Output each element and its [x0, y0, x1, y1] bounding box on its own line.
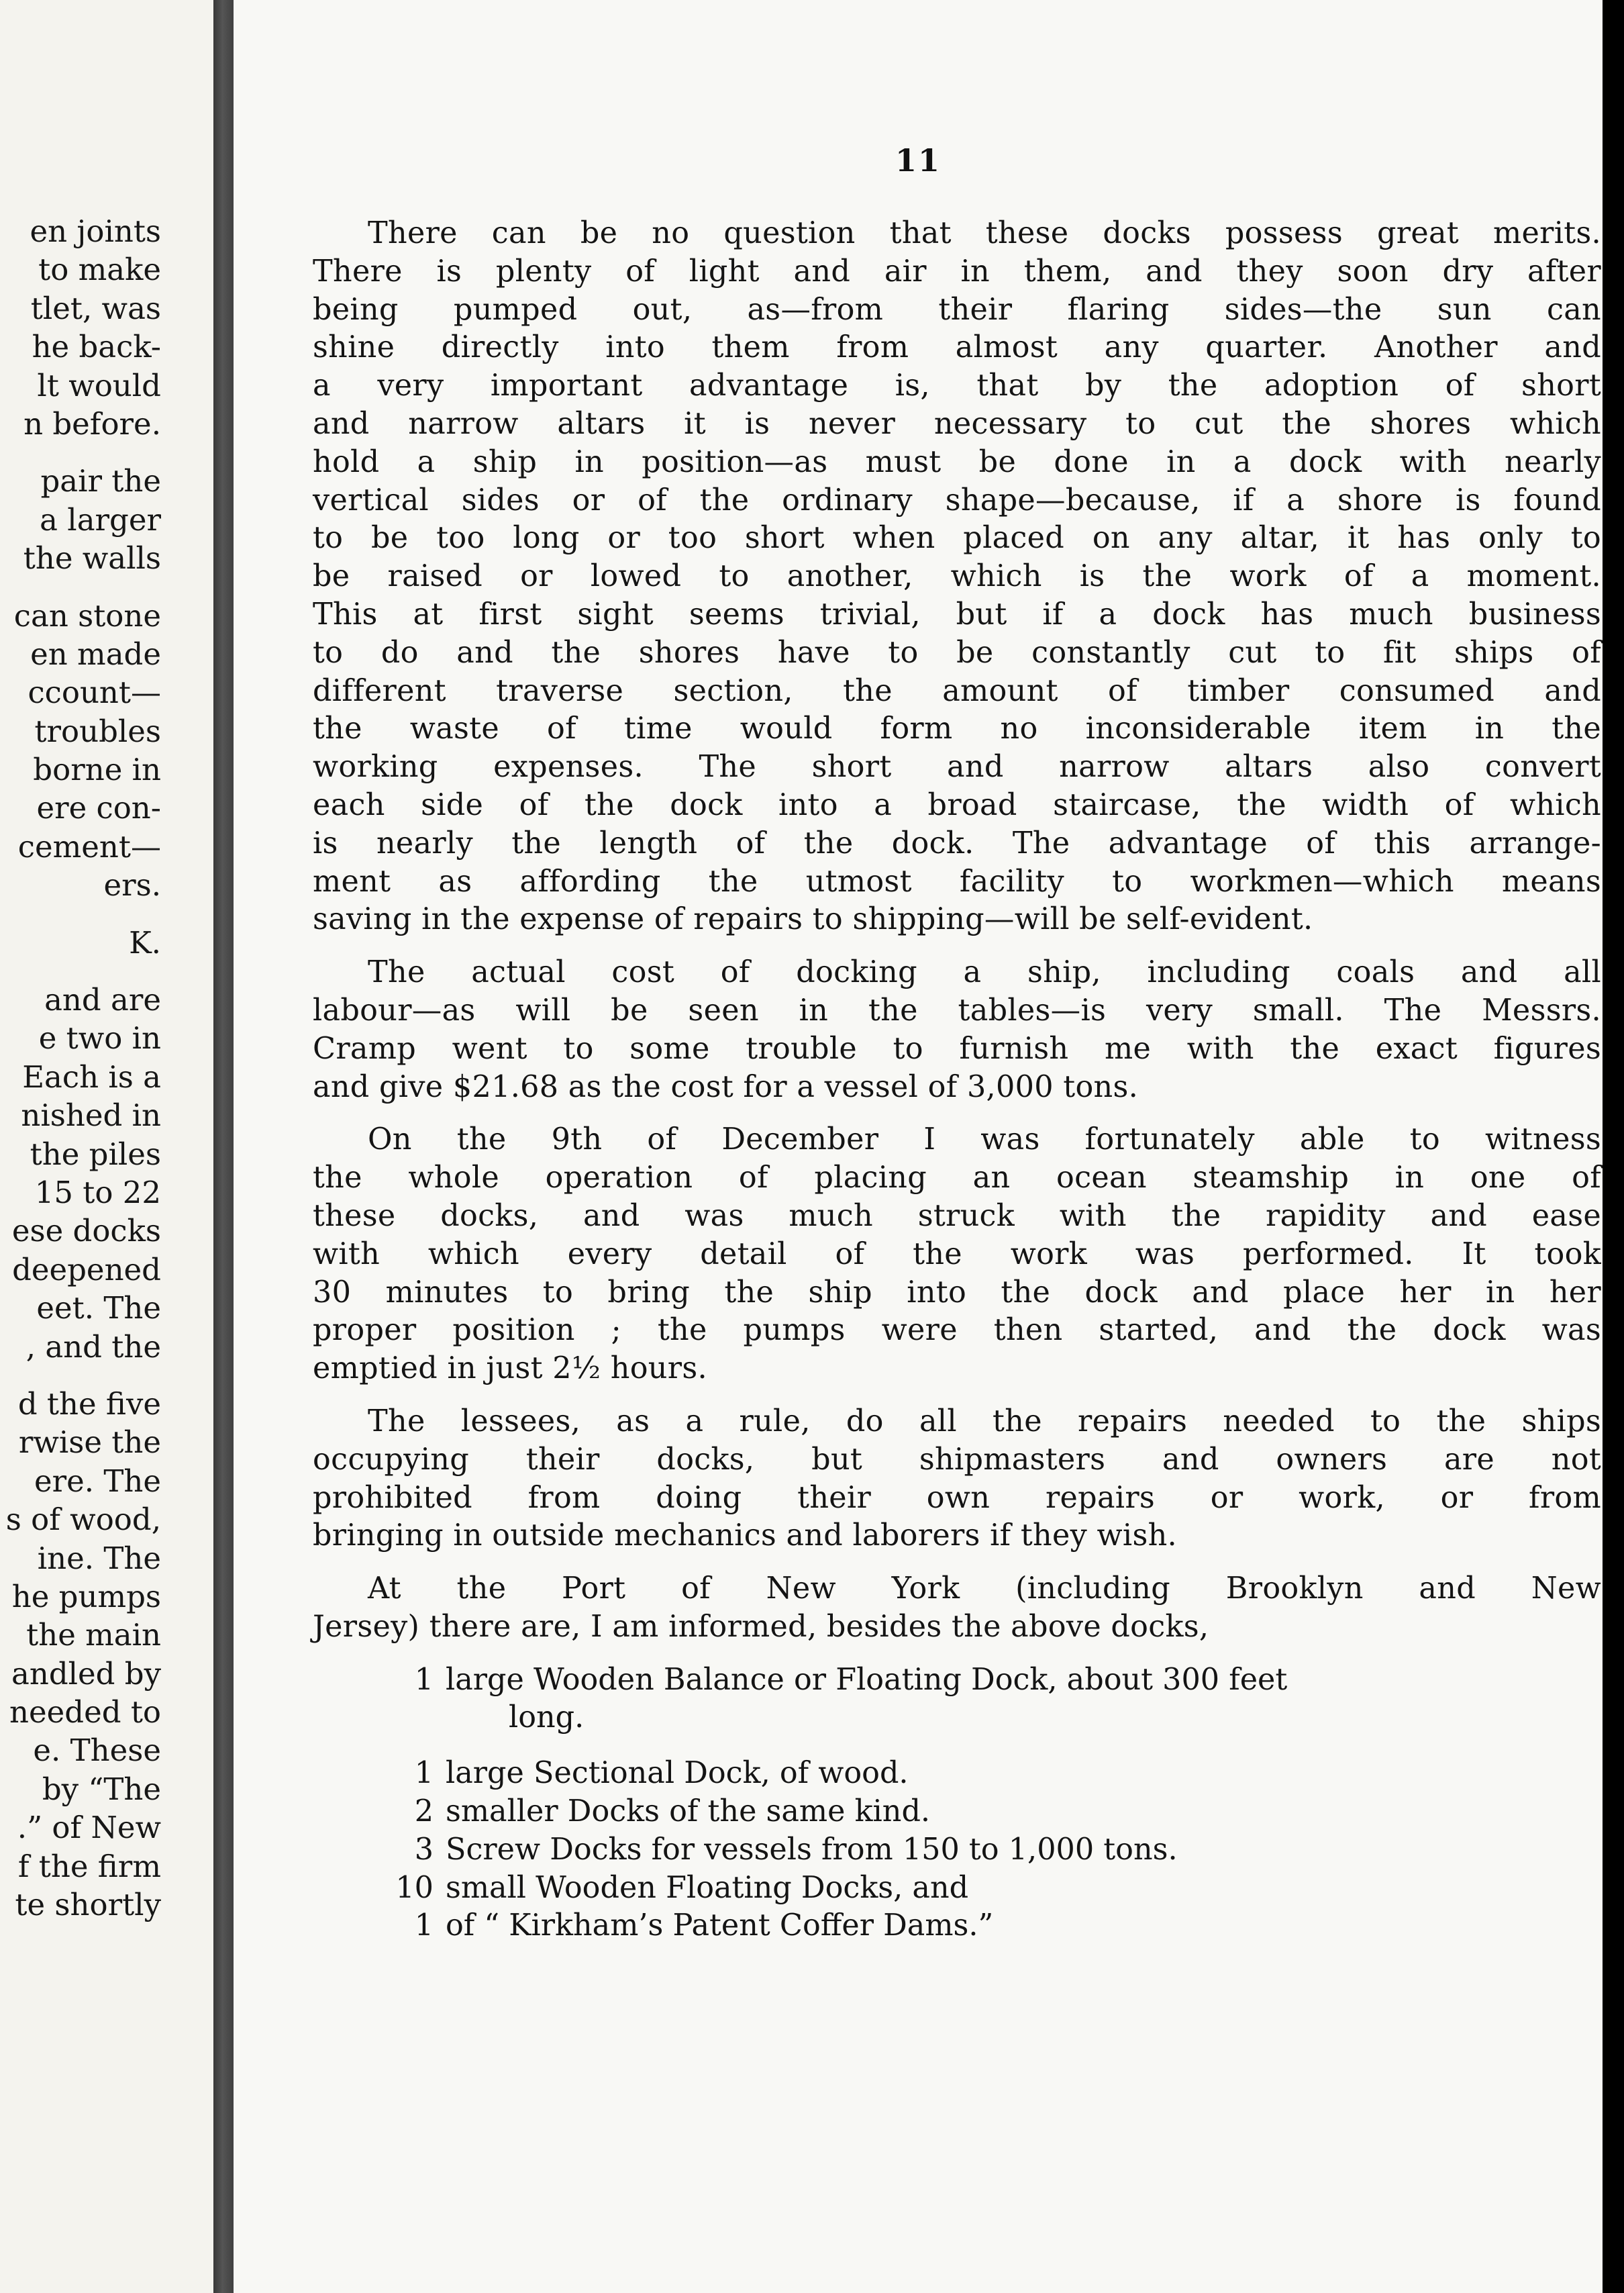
left-page-line: ine. The	[37, 1540, 161, 1576]
left-page-line: he back-	[32, 329, 161, 365]
left-page-line: Each is a	[22, 1059, 161, 1095]
text-line: 30 minutes to bring the ship into the dock and place her in her	[313, 1275, 1601, 1310]
left-page-line: e two in	[38, 1020, 161, 1057]
left-page-line	[0, 962, 161, 981]
text-line: be raised or lowed to another, which is the work of a moment.	[313, 559, 1601, 594]
text-line: vertical sides or of the ordinary shape—because, if a shore is found	[313, 483, 1601, 518]
left-page-line: K.	[129, 924, 161, 961]
text-line: labour—as will be seen in the tables—is very small. The Messrs.	[313, 993, 1601, 1028]
left-page-line	[0, 905, 161, 924]
list-item-count: 2	[414, 1794, 434, 1829]
text-line: working expenses. The short and narrow altars also convert	[313, 750, 1601, 785]
left-page-line: s of wood,	[5, 1502, 161, 1538]
text-line: the whole operation of placing an ocean steamship in one of	[313, 1161, 1601, 1196]
list-item-count: 1	[414, 1908, 434, 1943]
paragraph	[313, 215, 1601, 939]
dock-list	[313, 1661, 1601, 1946]
left-page-line: en made	[30, 636, 161, 672]
left-page-line	[0, 1366, 161, 1385]
text-line: The actual cost of docking a ship, including coals and all	[368, 955, 1601, 990]
text-line: There is plenty of light and air in them, and they soon dry after	[313, 254, 1601, 289]
list-item	[313, 1831, 1601, 1869]
list-item	[313, 1793, 1601, 1831]
paragraph	[313, 1570, 1601, 1647]
left-page-line: f the firm	[17, 1848, 161, 1884]
page-number: 11	[895, 142, 941, 179]
list-item-text: of “ Kirkham’s Patent Coffer Dams.”	[446, 1908, 994, 1943]
text-line: the waste of time would form no inconsiderable item in the	[313, 712, 1601, 746]
left-page-line: nished in	[21, 1097, 161, 1134]
left-page-line: ccount—	[28, 675, 161, 711]
left-page-line: d the five	[17, 1385, 161, 1422]
left-page-line: tlet, was	[30, 290, 161, 326]
text-line: with which every detail of the work was performed. It took	[313, 1236, 1601, 1271]
body-text	[313, 215, 1601, 1945]
left-page-line: to make	[38, 252, 161, 288]
left-page-line: ers.	[103, 867, 161, 904]
left-page-line: cement—	[17, 828, 161, 865]
left-page-line	[0, 443, 161, 462]
left-page-line: pair the	[40, 463, 161, 499]
left-page-text	[0, 212, 161, 1924]
left-page-line: , and the	[26, 1328, 161, 1365]
text-line: On the 9th of December I was fortunately able to witness	[368, 1122, 1601, 1157]
left-page-line: the main	[26, 1617, 161, 1653]
text-line: The lessees, as a rule, do all the repairs needed to the ships	[368, 1404, 1601, 1438]
left-page-line: e. These	[33, 1733, 161, 1769]
left-page-line: en joints	[30, 213, 161, 249]
text-line: a very important advantage is, that by the adoption of short	[313, 369, 1601, 403]
left-page-line: ere con-	[36, 790, 161, 826]
left-page-line: ese docks	[11, 1213, 161, 1249]
list-item	[313, 1661, 1601, 1700]
left-page-line: he pumps	[11, 1578, 161, 1614]
text-line: emptied in just 2½ hours.	[313, 1351, 707, 1386]
list-item-text: Screw Docks for vessels from 150 to 1,000 tons.	[446, 1832, 1178, 1867]
book-spine	[213, 0, 234, 2293]
text-line: each side of the dock into a broad staircase, the width of which	[313, 787, 1601, 822]
text-line: hold a ship in position—as must be done in a dock with nearly	[313, 444, 1601, 479]
text-line: ment as affording the utmost facility to workmen—which means	[313, 864, 1601, 899]
left-page-line: and are	[44, 982, 161, 1018]
text-line: to be too long or too short when placed on any altar, it has only to	[313, 521, 1601, 556]
list-item-text: large Sectional Dock, of wood.	[446, 1756, 909, 1791]
left-page-line: a larger	[40, 501, 161, 538]
text-line: being pumped out, as—from their flaring sides—the sun can	[313, 292, 1601, 327]
left-page-line: deepened	[12, 1251, 161, 1287]
left-page-line: te shortly	[15, 1887, 161, 1923]
left-page-line: n before.	[23, 405, 161, 442]
left-page-line: ere. The	[34, 1463, 161, 1499]
left-page-line: rwise the	[18, 1424, 161, 1461]
text-line: Jersey) there are, I am informed, besides the above docks,	[313, 1609, 1209, 1644]
text-line: proper position ; the pumps were then started, and the dock was	[313, 1313, 1601, 1348]
left-page-line: eet. The	[36, 1290, 161, 1326]
paragraph	[313, 1121, 1601, 1388]
left-page-line: can stone	[13, 597, 161, 634]
list-item	[313, 1699, 1601, 1737]
list-item-count: 10	[395, 1870, 434, 1905]
main-page	[234, 0, 1603, 2293]
text-line: shine directly into them from almost any quarter. Another and	[313, 330, 1601, 365]
list-item-count: 3	[414, 1832, 434, 1867]
list-item-count: 1	[414, 1662, 434, 1697]
left-page-line: troubles	[34, 713, 161, 749]
text-line: occupying their docks, but shipmasters and owners are not	[313, 1442, 1601, 1477]
text-line: At the Port of New York (including Brooklyn and New	[368, 1571, 1601, 1606]
list-item	[313, 1907, 1601, 1945]
left-page-fragment	[0, 0, 213, 2293]
left-page-line: the walls	[23, 540, 161, 577]
text-line: saving in the expense of repairs to shipping—will be self-evident.	[313, 902, 1313, 937]
text-line: prohibited from doing their own repairs or work, or from	[313, 1480, 1601, 1515]
list-item-count: 1	[414, 1756, 434, 1791]
left-page-line: andled by	[11, 1655, 161, 1692]
paragraph	[313, 1403, 1601, 1555]
text-line: There can be no question that these docks possess great merits.	[368, 216, 1601, 250]
text-line: and give $21.68 as the cost for a vessel of 3,000 tons.	[313, 1069, 1139, 1104]
left-page-line: by “The	[42, 1771, 161, 1807]
scan-border	[1603, 0, 1624, 2293]
text-line: these docks, and was much struck with the rapidity and ease	[313, 1198, 1601, 1233]
left-page-line: 15 to 22	[34, 1174, 161, 1210]
left-page-line: needed to	[9, 1694, 161, 1730]
text-line: This at first sight seems trivial, but if a dock has much business	[313, 597, 1601, 632]
text-line: and narrow altars it is never necessary to cut the shores which	[313, 406, 1601, 441]
left-page-line: the piles	[30, 1136, 161, 1172]
text-line: Cramp went to some trouble to furnish me with the exact figures	[313, 1031, 1601, 1066]
list-item-text: small Wooden Floating Docks, and	[446, 1870, 969, 1905]
list-gap	[313, 1737, 1601, 1755]
left-page-line: borne in	[33, 752, 161, 788]
left-page-line	[0, 578, 161, 597]
paragraph	[313, 954, 1601, 1106]
text-line: is nearly the length of the dock. The advantage of this arrange-	[313, 826, 1601, 861]
list-item	[313, 1869, 1601, 1908]
list-item-text: smaller Docks of the same kind.	[446, 1794, 931, 1829]
text-line: bringing in outside mechanics and laborers if they wish.	[313, 1518, 1178, 1553]
paragraphs	[313, 215, 1601, 1647]
text-line: different traverse section, the amount of timber consumed and	[313, 673, 1601, 708]
left-page-line: lt would	[37, 367, 161, 403]
list-item	[313, 1755, 1601, 1793]
left-page-line: .” of New	[17, 1810, 161, 1846]
list-item-text: long.	[509, 1700, 585, 1735]
text-line: to do and the shores have to be constantly cut to fit ships of	[313, 635, 1601, 670]
list-item-text: large Wooden Balance or Floating Dock, about 300 feet	[446, 1662, 1288, 1697]
